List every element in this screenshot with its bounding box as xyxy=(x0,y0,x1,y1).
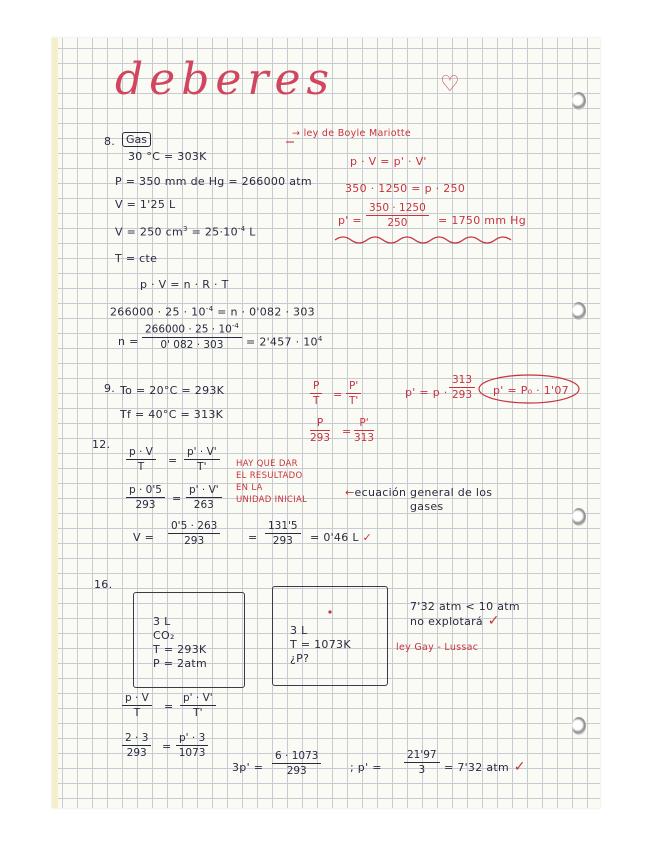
p16-equals: = xyxy=(164,700,174,713)
problem-16-number: 16. xyxy=(94,578,113,591)
initial-state-values: 3 L CO₂ T = 293K P = 2atm xyxy=(153,615,208,670)
p8-volume-conversion: V = 250 $cm^3 = 25\cdot 10^{-4}$ L xyxy=(115,225,256,239)
p9-fraction-1: $\frac{P}{T}$ xyxy=(310,380,322,407)
p12-v-fraction: $\frac{0'5 \cdot 263}{293}$ xyxy=(168,520,220,547)
p9-fraction-4: $\frac{P'}{313}$ xyxy=(354,417,375,444)
p12-v-label: V = xyxy=(133,531,155,544)
gas-label: Gas xyxy=(122,132,151,147)
p9-t0: To = 20°C = 293K xyxy=(120,384,225,397)
final-state-values: 3 L T = 1073K ¿P? xyxy=(290,624,351,665)
p8-volume: V = 1'25 L xyxy=(115,198,176,211)
page-title: deberes xyxy=(115,54,336,105)
p16-calc-fraction: $\frac{6 \cdot 1073}{293}$ xyxy=(272,750,321,777)
p16-fraction-3: $\frac{2 \cdot 3}{293}$ xyxy=(122,732,151,759)
p9-result: p' = P₀ · 1'07 xyxy=(493,384,569,397)
p16-conclusion: 7'32 atm < 10 atm no explotará ✓ xyxy=(410,600,520,629)
p12-fraction-4: $\frac{p' \cdot V'}{263}$ xyxy=(186,484,222,511)
p8-temp-constant: T = cte xyxy=(115,252,158,265)
p8-law-note: → ley de Boyle Mariotte xyxy=(292,128,412,139)
p16-fraction-1: $\frac{p \cdot V}{T}$ xyxy=(122,692,152,719)
problem-12-number: 12. xyxy=(92,438,111,451)
p8-boyle-result: = 1750 mm Hg xyxy=(438,214,526,227)
p12-equals: = xyxy=(168,454,178,467)
p8-n-result: = $2'457 \cdot 10^4$ xyxy=(246,335,323,349)
p8-n-label: n = xyxy=(118,335,139,348)
p8-pressure: P = 350 mm de Hg = 266000 atm xyxy=(115,175,312,188)
problem-9-number: 9. xyxy=(104,382,116,395)
p16-law-note: ley Gay - Lussac xyxy=(396,642,479,653)
p16-fraction-4: $\frac{p' \cdot 3}{1073}$ xyxy=(176,732,208,759)
p16-calc-mid: ; p' = xyxy=(350,761,382,774)
p16-calc-fraction-2: $\frac{21'97}{3}$ xyxy=(404,749,440,776)
result-circle xyxy=(479,375,579,403)
p9-relation: p' = p · xyxy=(405,386,448,399)
p12-equation-note: ←ecuación general de los xyxy=(345,486,493,499)
p9-relation-fraction: $\frac{313}{293}$ xyxy=(449,374,475,401)
p8-temperature: 30 °C = 303K xyxy=(128,150,207,163)
heart-icon: ♡ xyxy=(440,72,461,97)
p12-teacher-note: HAY QUE DAR EL RESULTADO EN LA UNIDAD INICIAL xyxy=(236,459,308,505)
p16-calc-result: = 7'32 atm ✓ xyxy=(444,759,526,775)
p12-equals-2: = xyxy=(172,492,182,505)
p9-equals: = xyxy=(333,388,343,401)
p8-substitution: $266000 \cdot 25 \cdot 10^{-4} = n \cdot 0'082 \cdot 303$ xyxy=(110,305,315,319)
p9-equals-2: = xyxy=(342,425,352,438)
p12-fraction-2: $\frac{p' \cdot V'}{T'}$ xyxy=(184,446,220,473)
p12-equation-note-2: gases xyxy=(410,500,444,513)
wavy-underline xyxy=(335,237,511,243)
p16-fraction-2: $\frac{p' \cdot V'}{T'}$ xyxy=(180,692,216,719)
p8-n-fraction: $\frac{266000 \cdot 25 \cdot 10^{-4}}{0' 082 \cdot 303}$ xyxy=(142,322,242,351)
p16-calc-left: 3p' = xyxy=(232,761,264,774)
p12-equals-3: = xyxy=(248,531,258,544)
problem-8-number: 8. xyxy=(104,135,116,148)
ink-dot xyxy=(328,610,331,613)
p12-fraction-3: $\frac{p \cdot 0'5}{293}$ xyxy=(126,484,165,511)
p8-boyle-p: p' = xyxy=(338,214,362,227)
p12-fraction-1: $\frac{p \cdot V}{T}$ xyxy=(126,446,156,473)
p9-fraction-3: $\frac{P}{293}$ xyxy=(310,417,331,444)
p8-boyle-fraction: $\frac{350 \cdot 1250}{250}$ xyxy=(366,202,429,229)
p12-v-mid-fraction: $\frac{131'5}{293}$ xyxy=(265,520,301,547)
p8-ideal-gas-law: p · V = n · R · T xyxy=(140,278,229,291)
p16-equals-2: = xyxy=(162,740,172,753)
p9-tf: Tf = 40°C = 313K xyxy=(120,408,224,421)
p8-boyle-equation: p · V = p' · V' xyxy=(350,155,427,168)
p8-boyle-substitution: 350 · 1250 = p · 250 xyxy=(345,182,466,195)
p9-fraction-2: $\frac{P'}{T'}$ xyxy=(346,380,361,407)
p12-v-result: = 0'46 L ✓ xyxy=(310,531,373,544)
